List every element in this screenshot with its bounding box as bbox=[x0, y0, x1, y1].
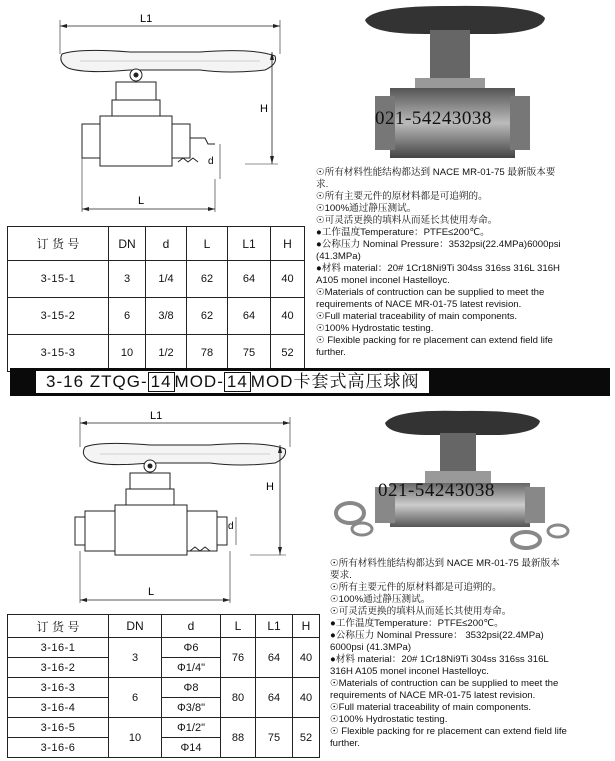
feature-list-1 bbox=[316, 167, 612, 359]
cell-l: 78 bbox=[187, 335, 228, 372]
cell-d: Φ3/8" bbox=[162, 698, 221, 718]
feature-line: ●工作温度Temperature：PTFE≤200℃。 bbox=[316, 227, 490, 238]
valve-photo-2 bbox=[330, 405, 575, 555]
cell-d: 3/8 bbox=[146, 298, 187, 335]
cell-h: 52 bbox=[293, 718, 320, 758]
cell-l: 62 bbox=[187, 261, 228, 298]
header-l: L bbox=[187, 227, 228, 261]
cell-dn: 10 bbox=[109, 718, 162, 758]
header-h: H bbox=[271, 227, 305, 261]
cell-d: 1/4 bbox=[146, 261, 187, 298]
feature-line: further. bbox=[330, 738, 360, 749]
phone-number-2: 021-54243038 bbox=[378, 480, 495, 501]
feature-line: ●材料 material：20# 1Cr18Ni9Ti 304ss 316ss 316L bbox=[330, 654, 549, 665]
feature-line: ☉可灵活更换的填料从而延长其使用寿命。 bbox=[316, 215, 498, 226]
phone-number-1: 021-54243038 bbox=[375, 108, 492, 129]
cell-l: 88 bbox=[221, 718, 256, 758]
header-dn: DN bbox=[109, 227, 146, 261]
dim-h-label: H bbox=[260, 103, 268, 115]
feature-line: ☉Full material traceability of main components. bbox=[316, 311, 518, 322]
banner-suffix: MOD卡套式高压球阀 bbox=[250, 372, 420, 391]
cell-l1: 75 bbox=[256, 718, 293, 758]
cell-order-no: 3-16-4 bbox=[8, 698, 109, 718]
feature-line: further. bbox=[316, 347, 346, 358]
table-row bbox=[8, 718, 320, 738]
valve-photo-1 bbox=[345, 0, 570, 170]
dim-h-label: H bbox=[266, 481, 274, 493]
cell-d: Φ1/4" bbox=[162, 658, 221, 678]
cell-h: 40 bbox=[271, 261, 305, 298]
table-row bbox=[8, 638, 320, 658]
feature-line: 6000psi (41.3MPa) bbox=[330, 642, 412, 653]
header-h: H bbox=[293, 615, 320, 638]
cell-h: 52 bbox=[271, 335, 305, 372]
dim-d-label: d bbox=[228, 521, 234, 532]
feature-line: ☉Full material traceability of main components. bbox=[330, 702, 532, 713]
cell-h: 40 bbox=[293, 678, 320, 718]
feature-line: ☉所有材料性能结构都达到 NACE MR-01-75 最新版本要 bbox=[316, 167, 556, 178]
cell-order-no: 3-15-2 bbox=[8, 298, 109, 335]
cell-dn: 3 bbox=[109, 638, 162, 678]
cell-order-no: 3-16-2 bbox=[8, 658, 109, 678]
feature-line: ☉100%通过静压测试。 bbox=[330, 594, 431, 605]
valve-photo-1-graphic bbox=[345, 0, 570, 170]
cell-d: Φ8 bbox=[162, 678, 221, 698]
header-d: d bbox=[162, 615, 221, 638]
table-row bbox=[8, 678, 320, 698]
cell-h: 40 bbox=[293, 638, 320, 678]
cell-d: Φ14 bbox=[162, 738, 221, 758]
feature-line: 求. bbox=[316, 179, 329, 190]
feature-line: requirements of NACE MR-01-75 latest revision. bbox=[316, 299, 522, 310]
feature-line: 要求. bbox=[330, 570, 352, 581]
table-row bbox=[8, 335, 305, 372]
header-dn: DN bbox=[109, 615, 162, 638]
dim-l1-label: L1 bbox=[140, 13, 153, 25]
cell-dn: 3 bbox=[109, 261, 146, 298]
header-d: d bbox=[146, 227, 187, 261]
section-title-banner bbox=[10, 368, 582, 396]
dim-d-label: d bbox=[208, 156, 214, 167]
cell-order-no: 3-16-6 bbox=[8, 738, 109, 758]
feature-line: ☉Materials of contruction can be supplied to meet the bbox=[316, 287, 545, 298]
dim-l-label: L bbox=[148, 586, 155, 598]
cell-order-no: 3-15-3 bbox=[8, 335, 109, 372]
feature-line: ●公称压力 Nominal Pressure：3532psi(22.4MPa)6000psi bbox=[316, 239, 561, 250]
feature-line: ☉ Flexible packing for re placement can extend field life bbox=[330, 726, 567, 737]
cell-l: 80 bbox=[221, 678, 256, 718]
feature-line: requirements of NACE MR-01-75 latest revision. bbox=[330, 690, 536, 701]
table-row bbox=[8, 298, 305, 335]
feature-line: ●材料 material：20# 1Cr18Ni9Ti 304ss 316ss 316L 316H bbox=[316, 263, 560, 274]
valve-drawing-2 bbox=[40, 405, 315, 605]
feature-list-2 bbox=[330, 558, 612, 750]
table-header-row bbox=[8, 227, 305, 261]
cell-d: Φ1/2" bbox=[162, 718, 221, 738]
feature-line: ●公称压力 Nominal Pressure： 3532psi(22.4MPa) bbox=[330, 630, 544, 641]
feature-line: ☉所有材料性能结构都达到 NACE MR-01-75 最新版本 bbox=[330, 558, 560, 569]
table-header-row bbox=[8, 615, 320, 638]
feature-line: ☉ Flexible packing for re placement can extend field life bbox=[316, 335, 553, 346]
cell-l1: 75 bbox=[228, 335, 271, 372]
cell-order-no: 3-16-1 bbox=[8, 638, 109, 658]
cell-dn: 10 bbox=[109, 335, 146, 372]
banner-box-2: 14 bbox=[224, 372, 251, 392]
cell-l1: 64 bbox=[256, 678, 293, 718]
dim-l-label: L bbox=[138, 195, 145, 207]
header-l: L bbox=[221, 615, 256, 638]
feature-line: ☉Materials of contruction can be supplied to meet the bbox=[330, 678, 559, 689]
spec-table-1 bbox=[7, 226, 305, 372]
header-order-no: 订 货 号 bbox=[8, 227, 109, 261]
cell-order-no: 3-15-1 bbox=[8, 261, 109, 298]
cell-order-no: 3-16-3 bbox=[8, 678, 109, 698]
header-l1: L1 bbox=[228, 227, 271, 261]
cell-dn: 6 bbox=[109, 678, 162, 718]
cell-dn: 6 bbox=[109, 298, 146, 335]
cell-l1: 64 bbox=[228, 261, 271, 298]
spec-table-2 bbox=[7, 614, 320, 758]
header-order-no: 订 货 号 bbox=[8, 615, 109, 638]
valve-drawing-1 bbox=[40, 4, 310, 214]
feature-line: ☉100% Hydrostatic testing. bbox=[316, 323, 434, 334]
cell-l: 76 bbox=[221, 638, 256, 678]
cell-d: Φ6 bbox=[162, 638, 221, 658]
feature-line: ☉100%通过静压测试。 bbox=[316, 203, 417, 214]
banner-mid: MOD- bbox=[174, 372, 224, 391]
cell-l1: 64 bbox=[256, 638, 293, 678]
cell-order-no: 3-16-5 bbox=[8, 718, 109, 738]
cell-l: 62 bbox=[187, 298, 228, 335]
feature-line: ☉100% Hydrostatic testing. bbox=[330, 714, 448, 725]
banner-box-1: 14 bbox=[148, 372, 175, 392]
feature-line: ☉所有主要元件的原材料都是可追朔的。 bbox=[330, 582, 502, 593]
table-row bbox=[8, 261, 305, 298]
feature-line: ☉可灵活更换的填料从而延长其使用寿命。 bbox=[330, 606, 512, 617]
feature-line: (41.3MPa) bbox=[316, 251, 361, 262]
banner-prefix: 3-16 ZTQG- bbox=[46, 372, 148, 391]
feature-line: ☉所有主要元件的原材料都是可追朔的。 bbox=[316, 191, 488, 202]
dim-l1-label: L1 bbox=[150, 410, 163, 422]
feature-line: ●工作温度Temperature：PTFE≤200℃。 bbox=[330, 618, 504, 629]
feature-line: A105 monel inconel Hastelloyc. bbox=[316, 275, 450, 286]
cell-l1: 64 bbox=[228, 298, 271, 335]
banner-title bbox=[36, 371, 429, 393]
header-l1: L1 bbox=[256, 615, 293, 638]
feature-line: 316H A105 monel inconel Hastelloyc. bbox=[330, 666, 489, 677]
cell-h: 40 bbox=[271, 298, 305, 335]
cell-d: 1/2 bbox=[146, 335, 187, 372]
